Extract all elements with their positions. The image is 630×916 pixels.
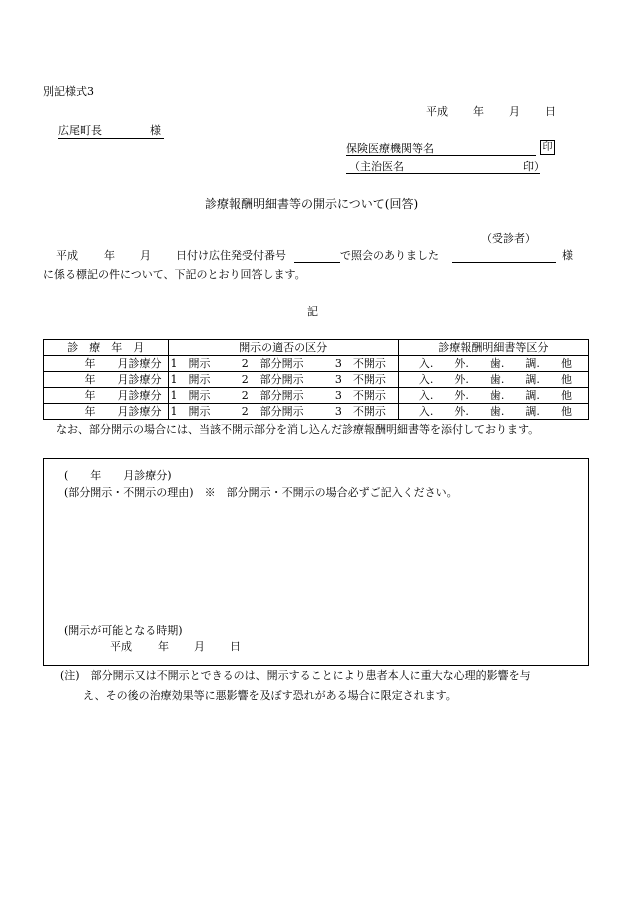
addressee-honorific: 様 xyxy=(150,124,161,137)
option-partial: 2 部分開示 xyxy=(241,373,304,386)
date-day: 日 xyxy=(545,105,556,118)
row-types xyxy=(398,388,588,404)
type-outpatient: 外. xyxy=(454,389,469,402)
row-types xyxy=(398,404,588,420)
table-header-row xyxy=(44,340,589,356)
type-outpatient: 外. xyxy=(454,373,469,386)
body-text2: で照会のありました xyxy=(340,249,439,262)
option-partial: 2 部分開示 xyxy=(241,405,304,418)
type-outpatient: 外. xyxy=(454,357,469,370)
body-era: 平成 xyxy=(56,249,78,262)
box-timing-label: (開示が可能となる時期) xyxy=(64,624,183,637)
doctor-underline xyxy=(346,173,540,174)
table-row xyxy=(44,372,589,388)
type-inpatient: 入. xyxy=(418,405,434,418)
header-type: 診療報酬明細書等区分 xyxy=(398,340,588,356)
option-disclose: 1 開示 xyxy=(170,357,211,370)
option-nondisclose: 3 不開示 xyxy=(334,357,386,370)
row-options xyxy=(168,404,398,420)
row-period: 年 月診療分 xyxy=(44,404,169,420)
type-inpatient: 入. xyxy=(418,357,434,370)
option-disclose: 1 開示 xyxy=(170,389,211,402)
type-pharmacy: 調. xyxy=(525,405,540,418)
type-dental: 歯. xyxy=(489,357,505,370)
body-text1: 日付け広住発受付番号 xyxy=(176,249,286,262)
row-types xyxy=(398,372,588,388)
type-other: 他 xyxy=(560,373,572,386)
box-date-era: 平成 xyxy=(110,640,132,653)
body-month: 月 xyxy=(140,249,151,262)
addressee-underline xyxy=(58,138,164,139)
seal-box: 印 xyxy=(540,140,555,155)
date-era: 平成 xyxy=(426,105,448,118)
type-inpatient: 入. xyxy=(418,373,434,386)
type-other: 他 xyxy=(560,389,572,402)
box-date-month: 月 xyxy=(194,640,205,653)
doctor-seal: 印） xyxy=(523,160,545,173)
type-other: 他 xyxy=(560,405,572,418)
patient-label: （受診者） xyxy=(481,232,536,245)
type-dental: 歯. xyxy=(489,373,505,386)
patient-name-blank xyxy=(452,262,556,263)
body-line-2: に係る標記の件について、下記のとおり回答します。 xyxy=(43,268,306,281)
option-nondisclose: 3 不開示 xyxy=(334,405,386,418)
option-nondisclose: 3 不開示 xyxy=(334,373,386,386)
disclosure-table xyxy=(43,339,589,420)
body-honorific: 様 xyxy=(562,249,573,262)
addressee-name: 広尾町長 xyxy=(58,124,102,137)
row-options xyxy=(168,388,398,404)
form-label: 別記様式3 xyxy=(43,85,94,98)
option-partial: 2 部分開示 xyxy=(241,389,304,402)
row-options xyxy=(168,372,398,388)
box-reason-label: (部分開示・不開示の理由) ※ 部分開示・不開示の場合必ずご記入ください。 xyxy=(64,486,458,499)
table-row xyxy=(44,356,589,372)
page-title: 診療報酬明細書等の開示について(回答) xyxy=(205,197,419,211)
type-inpatient: 入. xyxy=(418,389,434,402)
institution-underline xyxy=(346,155,536,156)
ki-heading: 記 xyxy=(307,305,318,318)
row-period: 年 月診療分 xyxy=(44,372,169,388)
type-other: 他 xyxy=(560,357,572,370)
table-row xyxy=(44,404,589,420)
box-period: ( 年 月診療分) xyxy=(64,469,172,482)
box-date-day: 日 xyxy=(230,640,241,653)
date-month: 月 xyxy=(509,105,520,118)
row-options xyxy=(168,356,398,372)
row-types xyxy=(398,356,588,372)
header-disclosure: 開示の適否の区分 xyxy=(168,340,398,356)
option-partial: 2 部分開示 xyxy=(241,357,304,370)
type-pharmacy: 調. xyxy=(525,389,540,402)
option-nondisclose: 3 不開示 xyxy=(334,389,386,402)
box-date-year: 年 xyxy=(158,640,169,653)
type-pharmacy: 調. xyxy=(525,357,540,370)
header-period: 診 療 年 月 xyxy=(44,340,169,356)
row-period: 年 月診療分 xyxy=(44,388,169,404)
type-pharmacy: 調. xyxy=(525,373,540,386)
row-period: 年 月診療分 xyxy=(44,356,169,372)
doctor-label: （主治医名 xyxy=(349,160,404,173)
institution-label: 保険医療機関等名 xyxy=(346,142,434,155)
footnote-line-2: え、その後の治療効果等に悪影響を及ぼす恐れがある場合に限定されます。 xyxy=(83,689,457,702)
option-disclose: 1 開示 xyxy=(170,405,211,418)
footnote-line-1: (注) 部分開示又は不開示とできるのは、開示することにより患者本人に重大な心理的影響を与 xyxy=(60,669,531,682)
type-dental: 歯. xyxy=(489,405,505,418)
note-after-table: なお、部分開示の場合には、当該不開示部分を消し込んだ診療報酬明細書等を添付しております。 xyxy=(56,423,540,436)
option-disclose: 1 開示 xyxy=(170,373,211,386)
date-year: 年 xyxy=(473,105,484,118)
reception-number-blank xyxy=(294,262,340,263)
type-dental: 歯. xyxy=(489,389,505,402)
body-year: 年 xyxy=(104,249,115,262)
table-row xyxy=(44,388,589,404)
type-outpatient: 外. xyxy=(454,405,469,418)
